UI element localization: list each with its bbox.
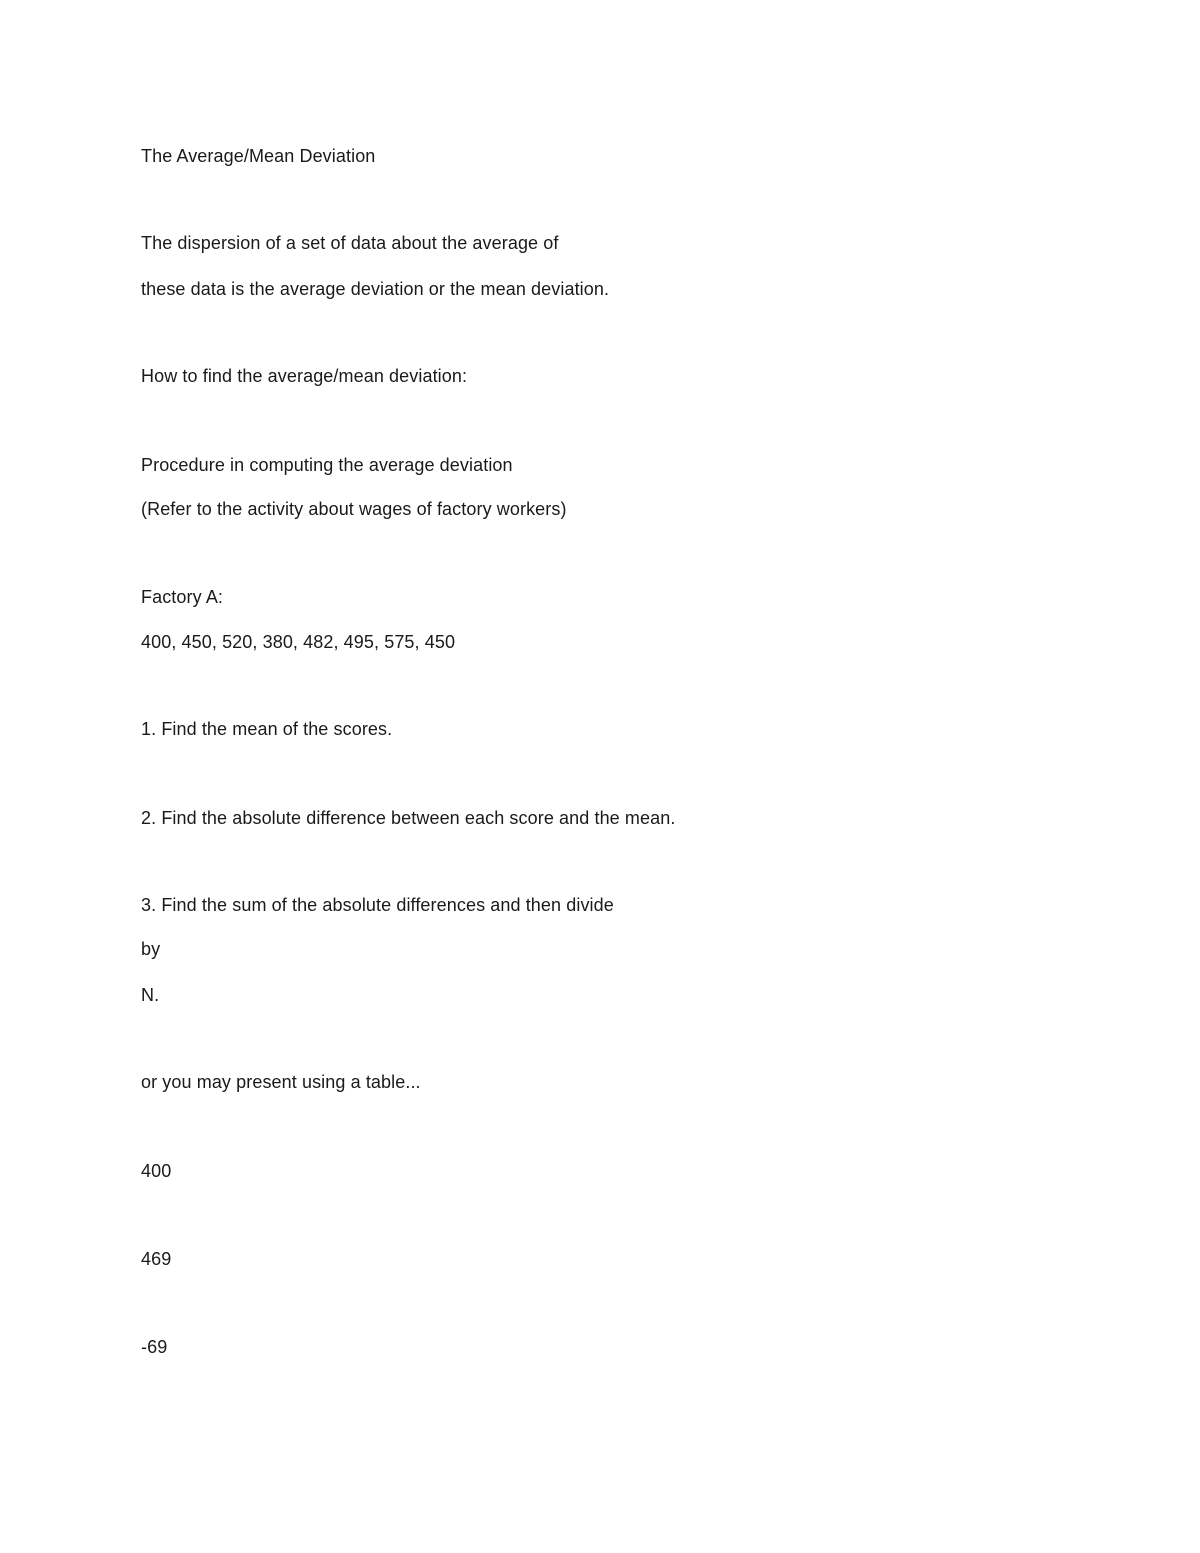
step-3-line-2: by — [141, 939, 161, 959]
step-1: 1. Find the mean of the scores. — [141, 719, 393, 739]
step-3-line-1: 3. Find the sum of the absolute differences and then divide — [141, 895, 614, 915]
factory-label: Factory A: — [141, 587, 224, 607]
table-intro: or you may present using a table... — [141, 1072, 421, 1092]
table-mean-value: 469 — [141, 1249, 172, 1269]
factory-values: 400, 450, 520, 380, 482, 495, 575, 450 — [141, 632, 456, 652]
step-3-line-3: N. — [141, 985, 160, 1005]
page-title: The Average/Mean Deviation — [141, 146, 376, 166]
definition-line-2: these data is the average deviation or the mean deviation. — [141, 279, 610, 299]
table-score-value: 400 — [141, 1161, 172, 1181]
table-difference-value: -69 — [141, 1337, 168, 1357]
step-2: 2. Find the absolute difference between each score and the mean. — [141, 808, 676, 828]
procedure-note: (Refer to the activity about wages of factory workers) — [141, 499, 567, 519]
procedure-heading: Procedure in computing the average deviation — [141, 455, 513, 475]
definition-line-1: The dispersion of a set of data about the average of — [141, 233, 559, 253]
how-to-heading: How to find the average/mean deviation: — [141, 366, 468, 386]
